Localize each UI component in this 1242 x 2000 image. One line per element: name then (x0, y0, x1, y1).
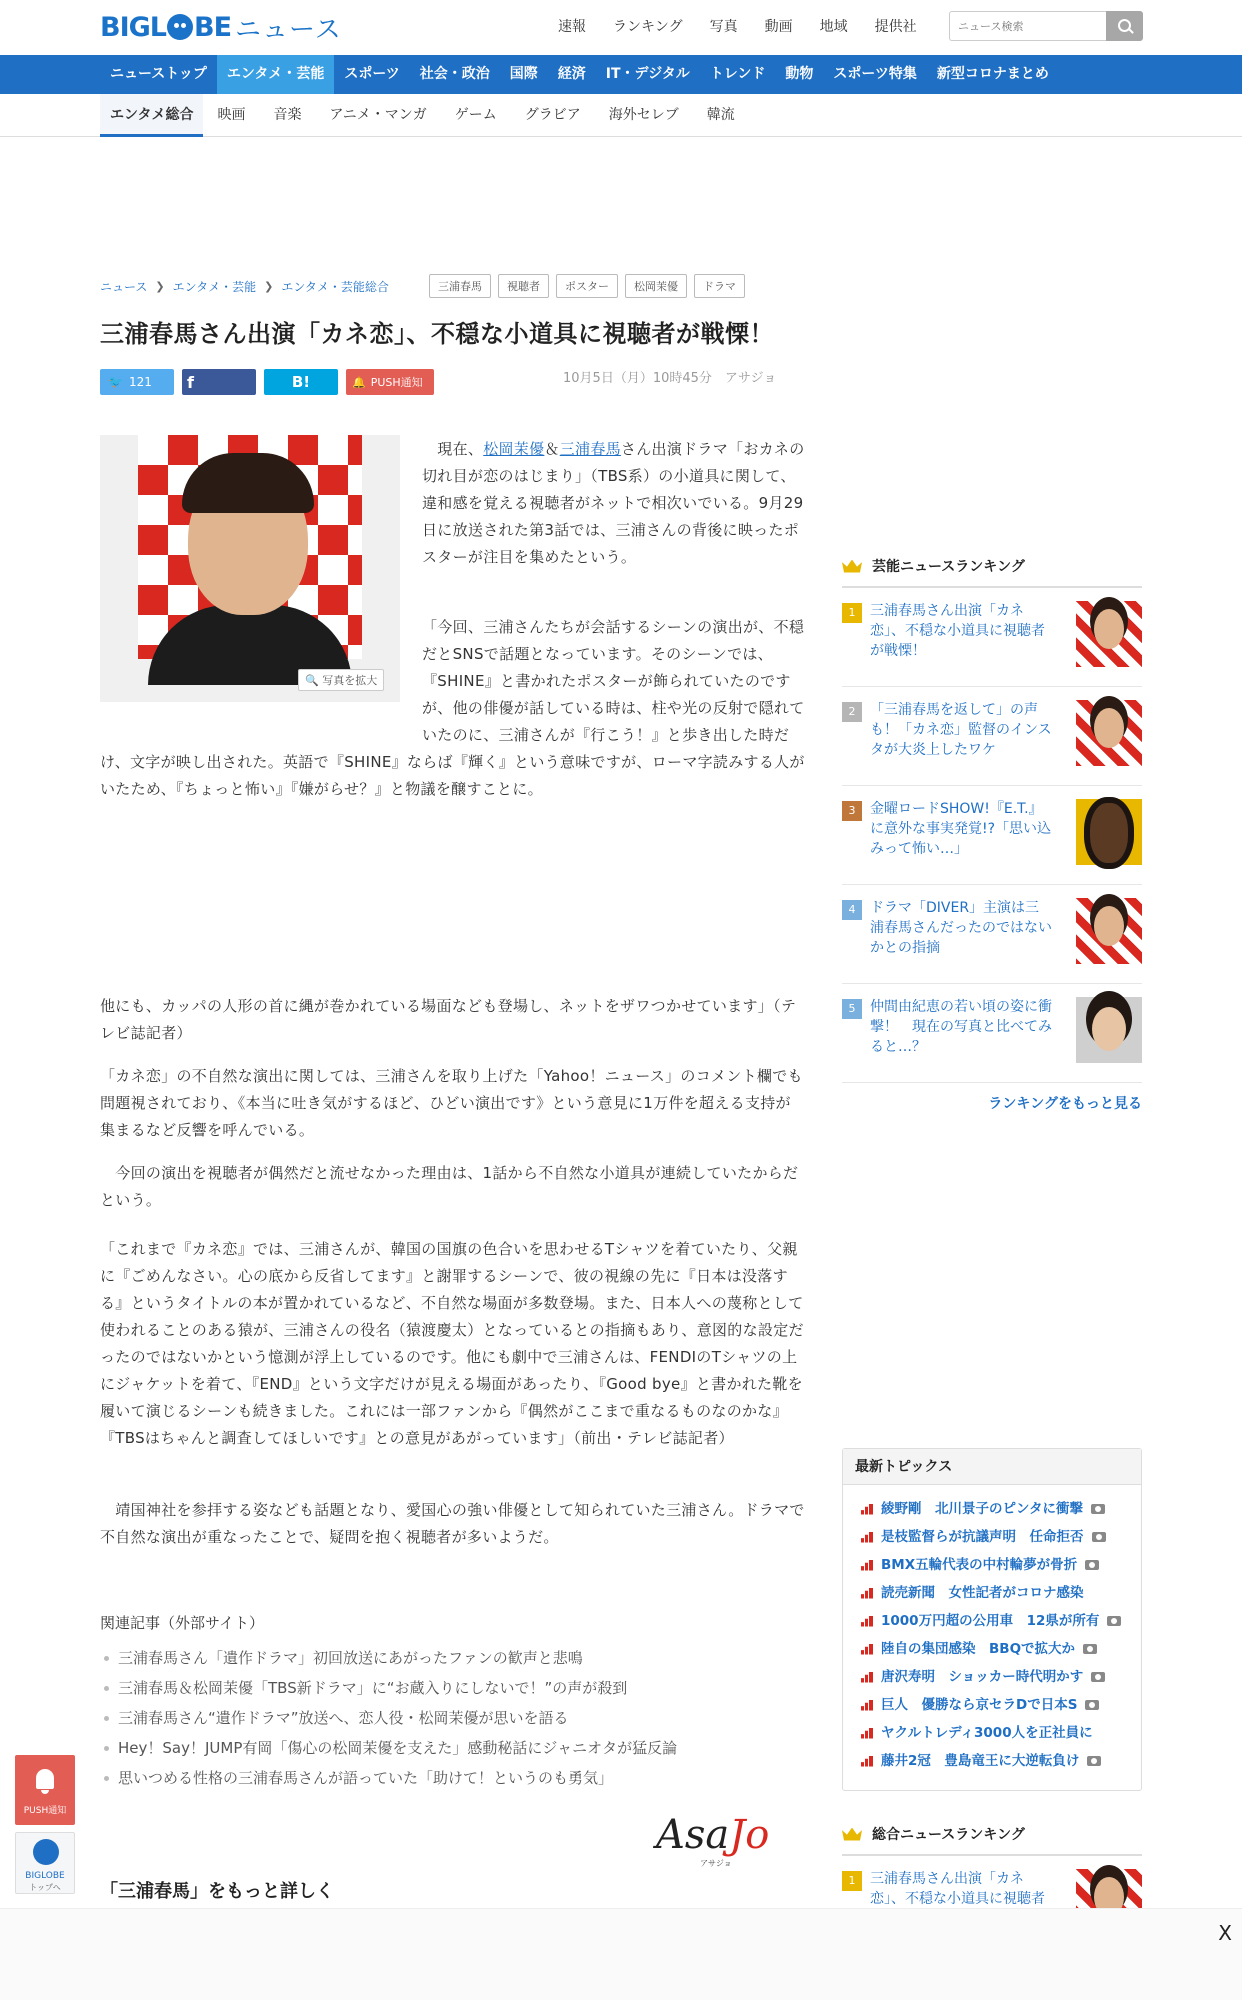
bell-icon: 🔔 (352, 375, 366, 389)
top-link-1[interactable]: ランキング (613, 19, 683, 35)
general-rank-item[interactable] (842, 1856, 1142, 1916)
related-item[interactable]: Hey！Say！JUMP有岡「傷心の松岡茉優を支えた」感動秘話にジャニオタが猛反論 (100, 1733, 677, 1763)
rank-number: 2 (842, 702, 862, 722)
logo-text-2: BE (194, 11, 232, 43)
related-item[interactable]: 思いつめる性格の三浦春馬さんが語っていた「助けて！というのも勇気」 (100, 1763, 677, 1793)
more-heading: 「三浦春馬」をもっと詳しく (100, 1881, 334, 1902)
latest-topics (842, 1448, 1142, 1791)
logo-globe-icon (167, 14, 193, 40)
top-link-2[interactable]: 写真 (709, 19, 738, 35)
rank-number: 5 (842, 999, 862, 1019)
link-miura[interactable]: 三浦春馬 (559, 440, 621, 458)
topic-item[interactable] (861, 1663, 1141, 1691)
top-link-5[interactable]: 提供社 (874, 19, 917, 35)
topic-item[interactable] (861, 1635, 1141, 1663)
topic-text[interactable]: 藤井2冠 豊島竜王に大逆転負け (881, 1753, 1080, 1769)
twitter-bird-icon: 🐦 (108, 375, 123, 389)
nav-tab-5[interactable]: 経済 (557, 66, 586, 82)
biglobe-logo[interactable] (100, 10, 342, 44)
floating-biglobe-label: BIGLOBE (25, 1871, 65, 1881)
nav-tab-2[interactable]: スポーツ (344, 66, 400, 82)
topic-text[interactable]: 綾野剛 北川景子のピンタに衝撃 (881, 1501, 1083, 1517)
enlarge-label: 写真を拡大 (322, 674, 378, 687)
topics-header: 最新トピックス (843, 1449, 1141, 1485)
nav-tab-3[interactable]: 社会・政治 (419, 66, 490, 82)
rank-number: 4 (842, 900, 862, 920)
asajo-logo[interactable]: AsaJo (656, 1812, 770, 1858)
rank-number: 1 (842, 1871, 862, 1891)
subnav-tab-1[interactable]: 映画 (217, 107, 246, 123)
article-title: 三浦春馬さん出演「カネ恋」、不穏な小道具に視聴者が戦慄！ (100, 320, 774, 348)
topic-item[interactable] (861, 1607, 1141, 1635)
topic-item[interactable] (861, 1523, 1141, 1551)
rank-thumbnail[interactable] (1076, 799, 1142, 865)
close-ad-button[interactable]: X (1218, 1921, 1232, 1945)
zoom-icon: 🔍 (305, 674, 319, 687)
rank-item[interactable] (842, 786, 1142, 885)
topic-text[interactable]: BMX五輪代表の中村輪夢が骨折 (881, 1557, 1078, 1573)
sub-nav (0, 94, 1242, 137)
top-link-3[interactable]: 動画 (764, 19, 793, 35)
top-link-0[interactable]: 速報 (558, 19, 586, 35)
rank-item[interactable] (842, 984, 1142, 1083)
related-title: 関連記事（外部サイト） (100, 1614, 264, 1632)
topic-item[interactable] (861, 1579, 1141, 1607)
search-input[interactable] (949, 11, 1106, 41)
facebook-share-button[interactable] (182, 369, 256, 395)
camera-icon (1092, 1532, 1106, 1542)
article-paragraph-2: 「今回、三浦さんたちが会話するシーンの演出が、不穏だとSNSで話題となっています。そのシーンでは、『SHINE』と書かれたポスターが飾られていたのですが、他の俳優が話している時は、柱や光の反射で隠れていたのに、三浦さんが『行こう！』と歩き出した時だけ、文字が映し出された。英語で『SHINE』ならば『輝く』という意味ですが、ローマ字読みする人がいたため、『ちょっと怖い』『嫌がらせ？』と物議を醸すことに。 (100, 618, 805, 798)
ranking-bars-icon (861, 1532, 873, 1543)
rank-title[interactable]: 仲間由紀恵の若い頃の姿に衝撃！ 現在の写真と比べてみると…？ (870, 999, 1052, 1055)
rank-title[interactable]: 金曜ロードSHOW!『E.T.』に意外な事実発覚!?「思い込みって怖い…」 (870, 801, 1052, 857)
nav-tab-7[interactable]: トレンド (709, 66, 766, 82)
nav-tab-4[interactable]: 国際 (509, 66, 538, 82)
camera-icon (1087, 1756, 1101, 1766)
camera-icon (1085, 1560, 1099, 1570)
floating-push-button[interactable] (15, 1755, 75, 1825)
topic-text[interactable]: 陸自の集団感染 BBQで拡大か (881, 1641, 1076, 1657)
search-box (949, 11, 1143, 41)
more-ranking-link[interactable]: ランキングをもっと見る (988, 1096, 1142, 1112)
nav-tab-8[interactable]: 動物 (785, 66, 814, 82)
topic-text[interactable]: 1000万円超の公用車 12県が所有 (881, 1613, 1100, 1629)
tag-item[interactable]: 松岡茉優 (625, 274, 687, 298)
camera-icon (1085, 1700, 1099, 1710)
article-paragraph-1: 現在、松岡茉優＆三浦春馬さん出演ドラマ「おカネの切れ目が恋のはじまり」（TBS系）の小道具に関して、違和感を覚える視聴者がネットで相次いでいる。9月29日に放送された第3話では、三浦さんの背後に映ったポスターが注目を集めたという。 (422, 440, 805, 566)
twitter-count: 121 (128, 375, 152, 389)
asajo-logo-sub: アサジョ (700, 1859, 732, 1868)
main-nav (0, 55, 1242, 94)
logo-text: BIGL (100, 11, 166, 43)
rank-number: 3 (842, 801, 862, 821)
topic-text[interactable]: 読売新聞 女性記者がコロナ感染 (881, 1585, 1084, 1601)
camera-icon (1091, 1504, 1105, 1514)
publish-source[interactable]: アサジョ (724, 371, 777, 386)
subnav-tab-7[interactable]: 韓流 (706, 107, 735, 123)
publish-date: 10月5日（月）10時45分 (563, 371, 712, 386)
related-item[interactable]: 三浦春馬さん「遺作ドラマ」初回放送にあがったファンの歓声と悲鳴 (100, 1643, 677, 1673)
rank-item[interactable] (842, 885, 1142, 984)
nav-tab-6[interactable]: IT・デジタル (605, 66, 690, 82)
push-notify-button[interactable] (346, 369, 434, 395)
ranking-bars-icon (861, 1728, 873, 1739)
related-item[interactable]: 三浦春馬＆松岡茉優「TBS新ドラマ」に“お蔵入りにしないで！”の声が殺到 (100, 1673, 677, 1703)
top-link-4[interactable]: 地域 (819, 19, 848, 35)
topic-item[interactable] (861, 1551, 1141, 1579)
ranking-bars-icon (861, 1616, 873, 1627)
subnav-tab-4[interactable]: ゲーム (454, 107, 497, 123)
breadcrumb-entame[interactable]: エンタメ・芸能 (172, 279, 257, 294)
topic-text[interactable]: 是枝監督らが抗議声明 任命拒否 (881, 1529, 1084, 1545)
related-list (100, 1643, 677, 1793)
tag-item[interactable]: ドラマ (694, 274, 745, 298)
floating-push-label: PUSH通知 (23, 1806, 67, 1816)
rank-item[interactable] (842, 588, 1142, 687)
related-item[interactable]: 三浦春馬さん“遺作ドラマ”放送へ、恋人役・松岡茉優が思いを語る (100, 1703, 677, 1733)
twitter-share-button[interactable] (100, 369, 174, 395)
chevron-right-icon: ❯ (155, 279, 165, 293)
rank-thumbnail[interactable] (1076, 997, 1142, 1063)
share-buttons (100, 369, 434, 395)
topic-text[interactable]: 唐沢寿明 ショッカー時代明かす (881, 1669, 1084, 1685)
topic-item[interactable] (861, 1719, 1141, 1747)
topic-text[interactable]: 巨人 優勝なら京セラDで日本S (881, 1697, 1078, 1713)
top-bar (0, 0, 1242, 55)
hatena-icon: B! (291, 373, 311, 391)
article-paragraph-3: 他にも、カッパの人形の首に縄が巻かれている場面なども登場し、ネットをザワつかせています」（テレビ誌記者） (100, 997, 797, 1042)
subnav-tab-6[interactable]: 海外セレブ (608, 107, 679, 123)
floating-biglobe-sub: トップへ (29, 1883, 61, 1892)
link-matsuoka[interactable]: 松岡茉優 (483, 440, 545, 458)
top-links (558, 16, 944, 36)
chevron-right-icon: ❯ (264, 279, 274, 293)
publish-info (563, 367, 776, 386)
nav-tab-9[interactable]: スポーツ特集 (833, 66, 917, 82)
tag-item[interactable]: 視聴者 (498, 274, 549, 298)
ranking-header: 芸能ニュースランキング (842, 556, 1142, 588)
breadcrumb-news[interactable]: ニュース (100, 279, 148, 294)
logo-news: ニュース (235, 14, 342, 45)
article-paragraph-5: 今回の演出を視聴者が偶然だと流せなかった理由は、1話から不自然な小道具が連続していたからだという。 (100, 1164, 799, 1209)
subnav-tab-5[interactable]: グラビア (524, 107, 581, 123)
rank-title[interactable]: 三浦春馬さん出演「カネ恋」、不穏な小道具に視聴者 (870, 1871, 1045, 1907)
tag-item[interactable]: ポスター (556, 274, 618, 298)
entertainment-ranking (842, 556, 1142, 1113)
camera-icon (1083, 1644, 1097, 1654)
push-label: PUSH通知 (370, 376, 423, 389)
tag-item[interactable]: 三浦春馬 (429, 274, 491, 298)
ranking-bars-icon (861, 1700, 873, 1711)
rank-title[interactable]: 三浦春馬さん出演「カネ恋」、不穏な小道具に視聴者が戦慄！ (870, 603, 1045, 659)
rank-thumbnail[interactable] (1076, 601, 1142, 667)
camera-icon (1091, 1672, 1105, 1682)
subnav-tab-0[interactable]: エンタメ総合 (100, 94, 203, 137)
rank-number: 1 (842, 603, 862, 623)
article-paragraph-7: 靖国神社を参拝する姿なども話題となり、愛国心の強い俳優として知られていた三浦さん。ドラマで不自然な演出が重なったことで、疑問を抱く視聴者が多いようだ。 (100, 1501, 805, 1546)
crown-icon (842, 560, 862, 573)
camera-icon (1107, 1616, 1121, 1626)
ranking-bars-icon (861, 1756, 873, 1767)
rank-thumbnail[interactable] (1076, 700, 1142, 766)
subnav-tab-3[interactable]: アニメ・マンガ (329, 107, 427, 123)
floating-biglobe-top-button[interactable] (15, 1832, 75, 1894)
nav-tab-10[interactable]: 新型コロナまとめ (936, 66, 1049, 82)
article-paragraph-6: 「これまで『カネ恋』では、三浦さんが、韓国の国旗の色合いを思わせるTシャツを着ていたり、父親に『ごめんなさい。心の底から反省してます』と謝罪するシーンで、彼の視線の先に『日本は没落する』というタイトルの本が置かれているなど、不自然な場面が多数登場。また、日本人への蔑称として使われることのある猿が、三浦さんの役名（猿渡慶太）となっているとの指摘もあり、意図的な設定だったのではないかという憶測が浮上しているのです。他にも劇中で三浦さんは、FENDIのTシャツの上にジャケットを着て、『END』という文字だけが見える場面があったり、『Good bye』と書かれた靴を履いて演じるシーンも続きました。これには一部ファンから『偶然がここまで重なるものなのかな』『TBSはちゃんと調査してほしいです』との意見があがっています」（前出・テレビ誌記者） (100, 1240, 804, 1447)
topic-item[interactable] (861, 1747, 1141, 1775)
bottom-ad-banner (0, 1908, 1242, 2000)
ranking-bars-icon (861, 1672, 873, 1683)
breadcrumb (100, 276, 389, 296)
subnav-tab-2[interactable]: 音楽 (273, 107, 302, 123)
breadcrumb-entame-general[interactable]: エンタメ・芸能総合 (281, 279, 389, 294)
facebook-icon: f (187, 372, 194, 392)
topic-item[interactable] (861, 1495, 1141, 1523)
photo-hair (182, 453, 314, 513)
hatena-bookmark-button[interactable] (264, 369, 338, 395)
rank-title[interactable]: 「三浦春馬を返して」の声も！「カネ恋」監督のインスタが大炎上したワケ (870, 702, 1052, 758)
ranking-bars-icon (861, 1504, 873, 1515)
topic-text[interactable]: ヤクルトレディ3000人を正社員に (881, 1725, 1093, 1741)
general-ranking-header: 総合ニュースランキング (842, 1824, 1142, 1856)
ranking-bars-icon (861, 1560, 873, 1571)
rank-title[interactable]: ドラマ「DIVER」主演は三浦春馬さんだったのではないかとの指摘 (870, 900, 1052, 956)
nav-tab-0[interactable]: ニューストップ (110, 66, 207, 82)
rank-thumbnail[interactable] (1076, 898, 1142, 964)
ranking-bars-icon (861, 1644, 873, 1655)
tag-list (429, 274, 745, 298)
rank-item[interactable] (842, 687, 1142, 786)
general-ranking (842, 1824, 1142, 1916)
crown-icon (842, 1828, 862, 1841)
nav-tab-1[interactable]: エンタメ・芸能 (217, 55, 334, 94)
topic-item[interactable] (861, 1691, 1141, 1719)
ranking-bars-icon (861, 1588, 873, 1599)
article-paragraph-4: 「カネ恋」の不自然な演出に関しては、三浦さんを取り上げた「Yahoo！ニュース」のコメント欄でも問題視されており、《本当に吐き気がするほど、ひどい演出です》という意見に1万件を超える支持が集まるなど反響を呼んでいる。 (100, 1067, 803, 1139)
search-button[interactable] (1106, 11, 1143, 41)
